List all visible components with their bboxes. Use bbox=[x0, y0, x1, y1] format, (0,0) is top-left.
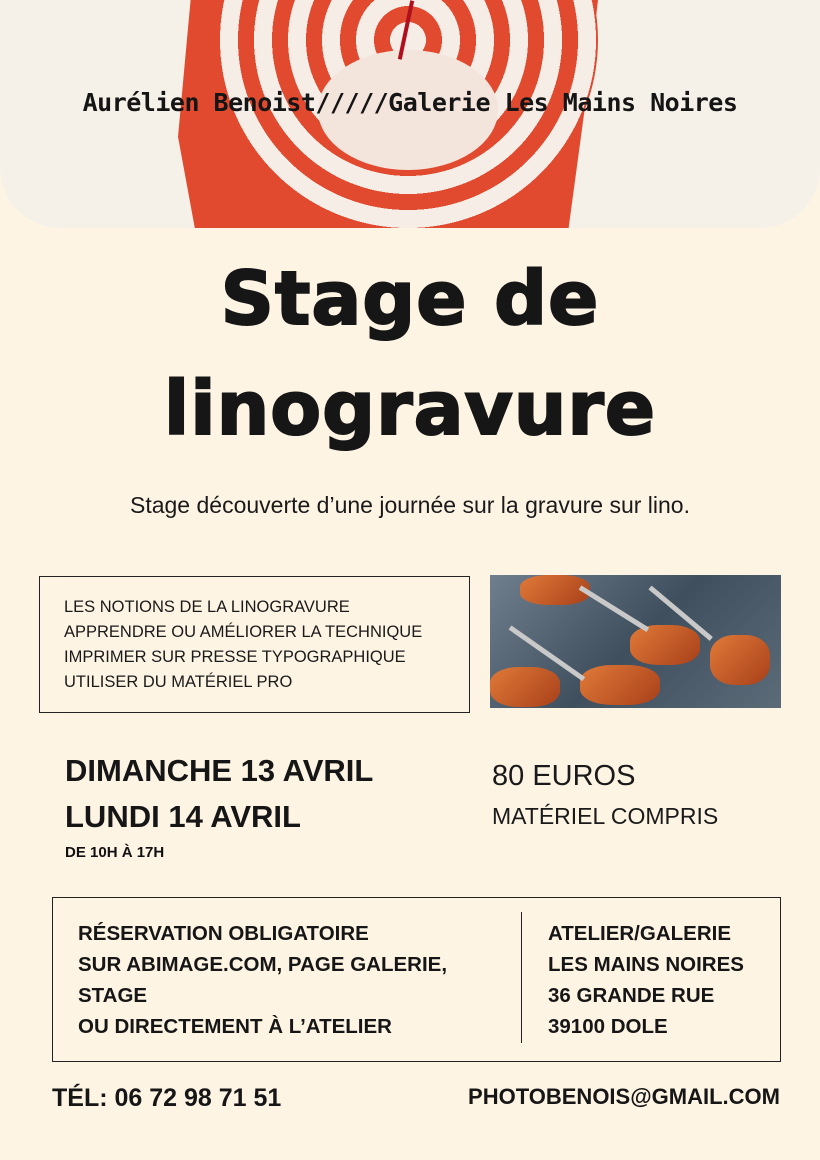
subtitle: Stage découverte d’une journée sur la gravure sur lino. bbox=[129, 492, 690, 518]
phone-number: TÉL: 06 72 98 71 51 bbox=[52, 1084, 282, 1112]
reservation-line: SUR ABIMAGE.COM, PAGE GALERIE, bbox=[78, 953, 448, 976]
price-block bbox=[492, 760, 718, 830]
vertical-divider bbox=[521, 912, 522, 1043]
main-title-line2: linogravure bbox=[163, 366, 657, 452]
reservation-box bbox=[52, 897, 781, 1062]
reservation-line: STAGE bbox=[78, 984, 148, 1007]
date-day2: LUNDI 14 AVRIL bbox=[65, 799, 301, 834]
address-block bbox=[548, 918, 744, 1042]
address-line: ATELIER/GALERIE bbox=[548, 922, 731, 945]
tool-handle bbox=[630, 625, 700, 665]
banner-title: Aurélien Benoist/////Galerie Les Mains Noires bbox=[82, 88, 738, 117]
address-line: LES MAINS NOIRES bbox=[548, 953, 744, 976]
email-address: PHOTOBENOIS@GMAIL.COM bbox=[468, 1084, 780, 1109]
notions-box bbox=[39, 576, 470, 713]
tool-handle bbox=[490, 667, 560, 707]
address-line: 39100 DOLE bbox=[548, 1015, 668, 1038]
date-day1: DIMANCHE 13 AVRIL bbox=[65, 753, 374, 788]
hours: DE 10H À 17H bbox=[65, 844, 165, 861]
tool-blade bbox=[579, 585, 649, 632]
tool-handle bbox=[710, 635, 770, 685]
dates-block bbox=[65, 748, 373, 861]
notion-item: UTILISER DU MATÉRIEL PRO bbox=[64, 673, 293, 691]
notion-item: LES NOTIONS DE LA LINOGRAVURE bbox=[64, 598, 350, 616]
reservation-line: OU DIRECTEMENT À L’ATELIER bbox=[78, 1015, 392, 1038]
price-amount: 80 EUROS bbox=[492, 760, 636, 792]
header-banner bbox=[0, 0, 820, 228]
reservation-info bbox=[78, 918, 447, 1042]
address-line: 36 GRANDE RUE bbox=[548, 984, 715, 1007]
price-note: MATÉRIEL COMPRIS bbox=[492, 803, 719, 829]
notion-item: APPRENDRE OU AMÉLIORER LA TECHNIQUE bbox=[64, 623, 423, 641]
reservation-line: RÉSERVATION OBLIGATOIRE bbox=[78, 922, 369, 945]
notion-item: IMPRIMER SUR PRESSE TYPOGRAPHIQUE bbox=[64, 648, 406, 666]
tool-handle bbox=[580, 665, 660, 705]
gouge-tools-photo bbox=[490, 575, 781, 708]
main-title-line1: Stage de bbox=[220, 256, 600, 342]
